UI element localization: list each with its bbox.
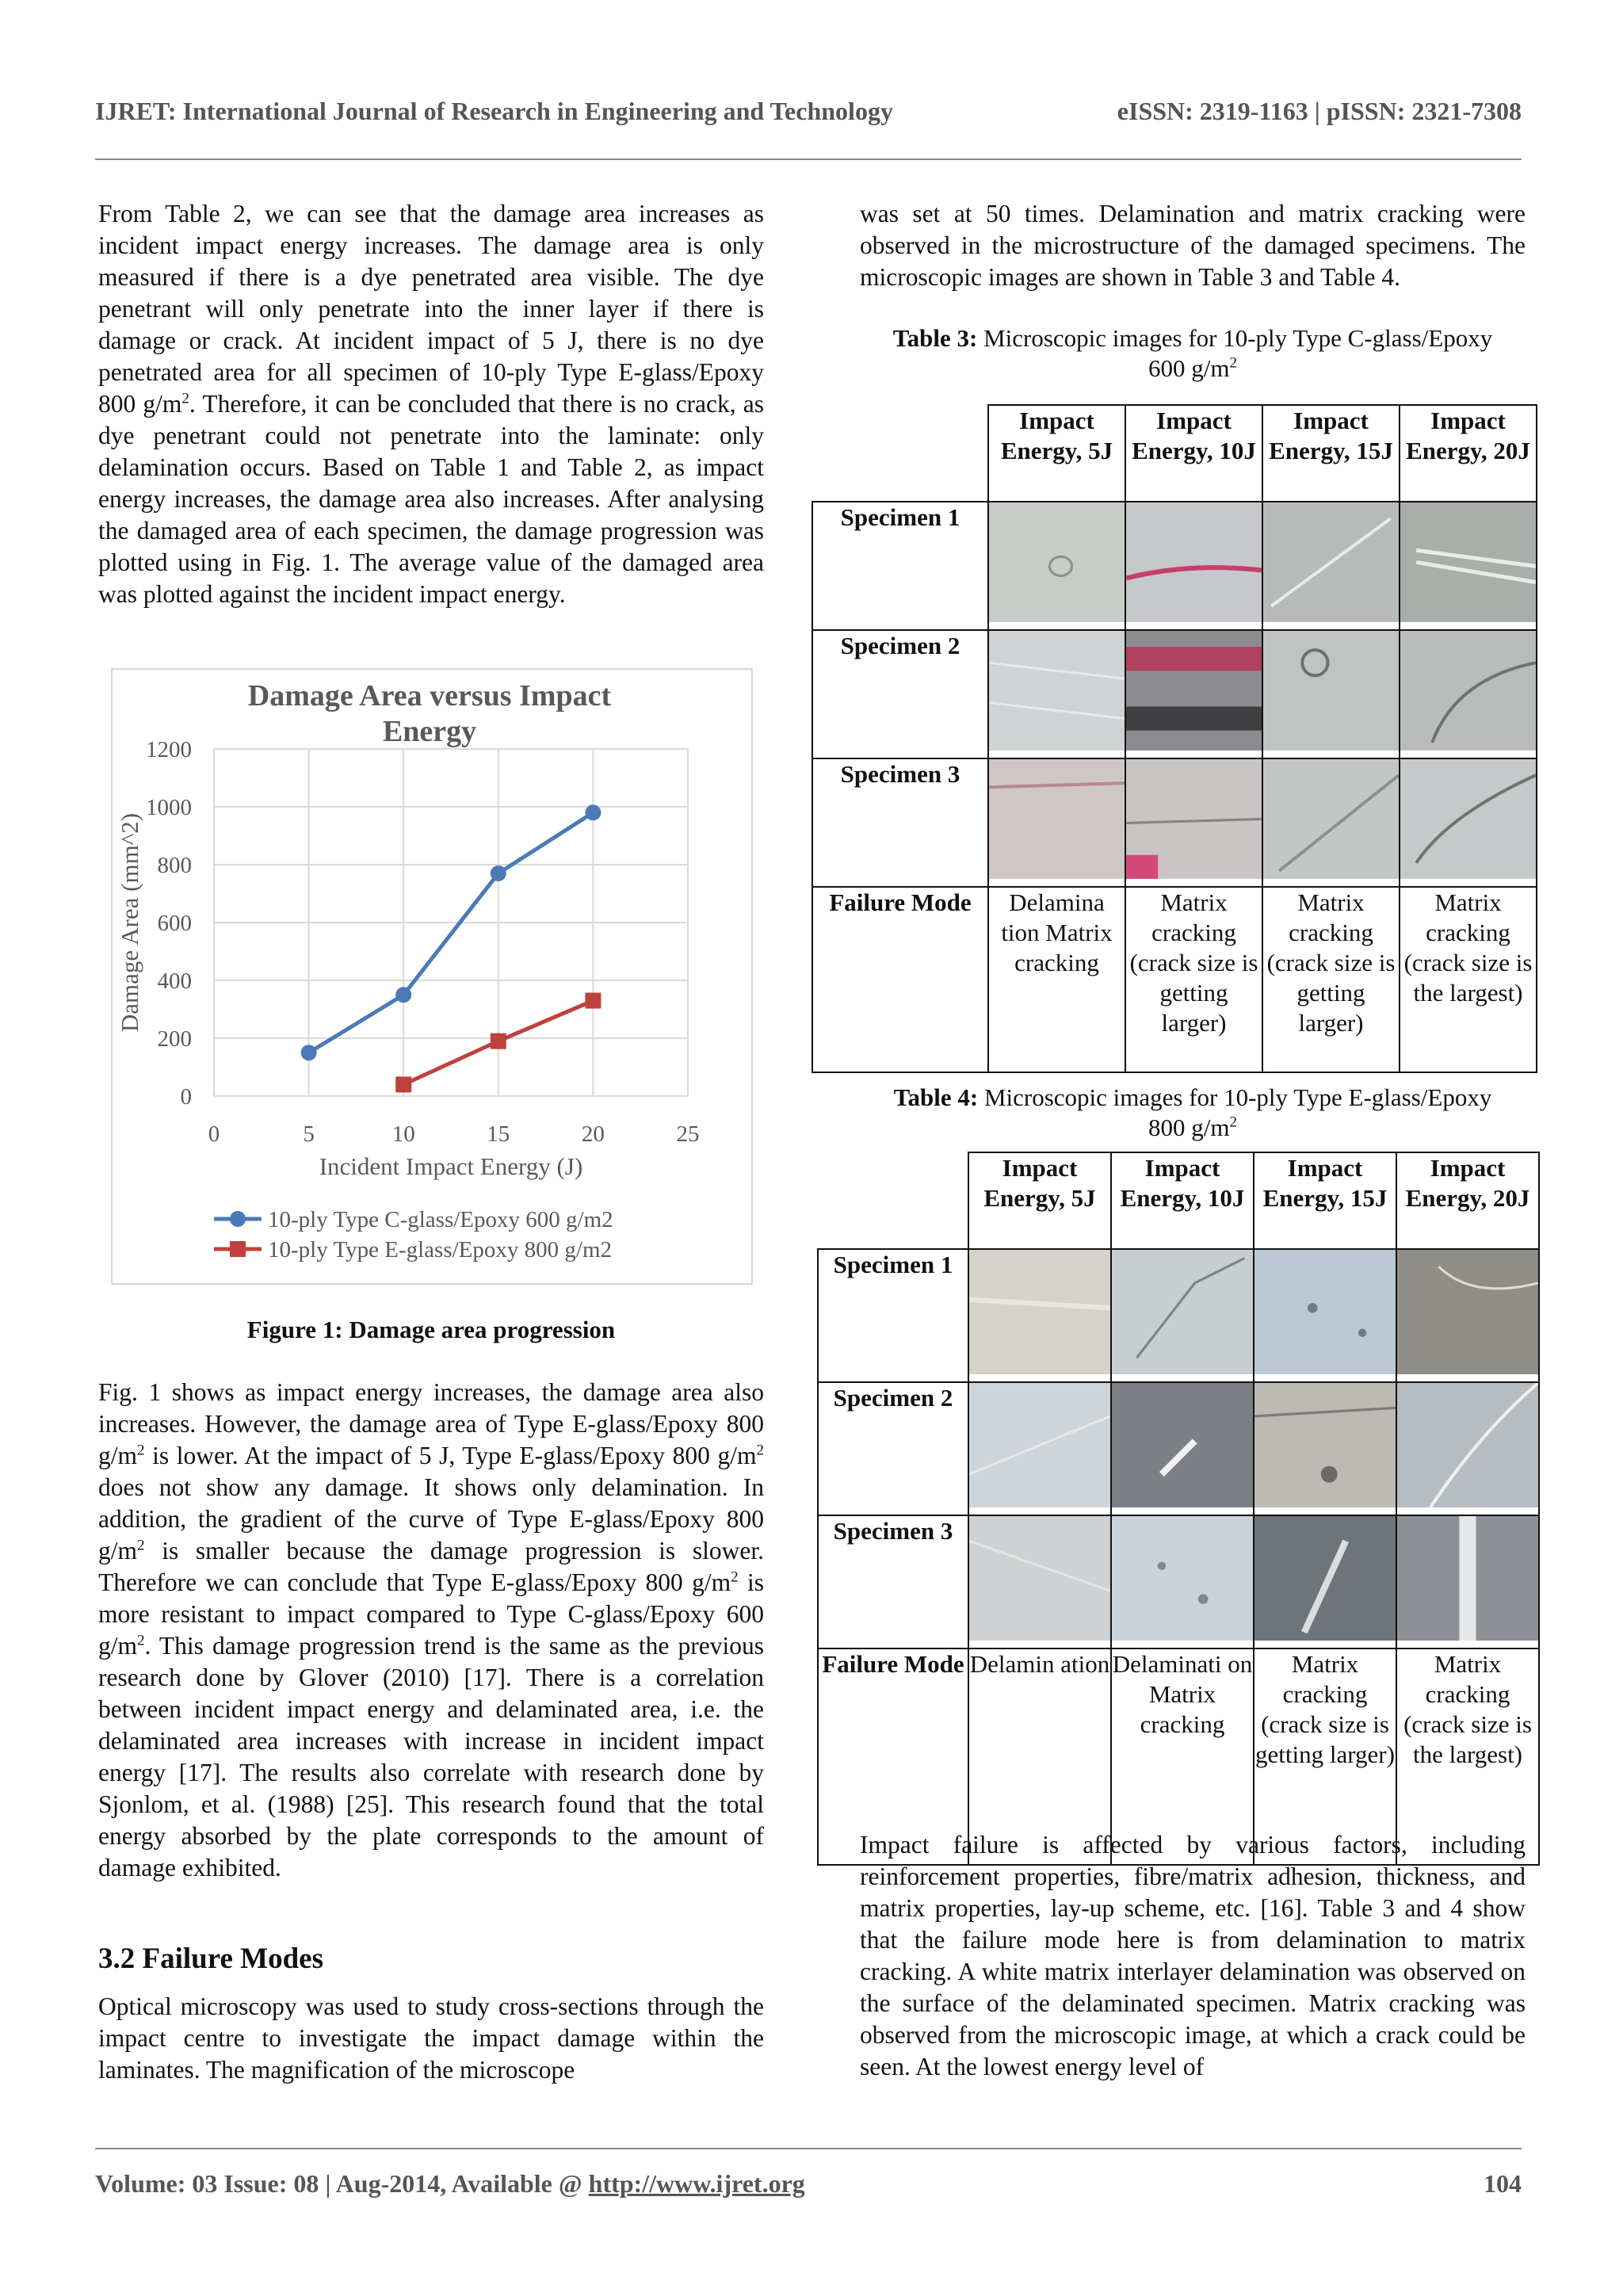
table3-row-label: Specimen 3: [812, 758, 988, 887]
table3-row-label: Failure Mode: [812, 887, 988, 1072]
table4-row-label: Specimen 2: [818, 1382, 968, 1515]
table4-corner: [818, 1152, 968, 1249]
series-line: [309, 812, 594, 1052]
failure-mode: Matrix cracking (crack size is getting larger): [1262, 887, 1400, 1072]
right-paragraph-1: was set at 50 times. Delamination and matrix cracking were observed in the microstructure of the damaged specimens. The microscopic images are shown in Table 3 and Table 4.: [860, 200, 1526, 291]
table4: [817, 1152, 1540, 1866]
figure-caption: Figure 1: Damage area progression: [246, 1316, 616, 1343]
table4-header: Impact Energy, 15J: [1254, 1152, 1396, 1249]
micro-image: [1396, 1249, 1539, 1382]
x-axis-label: Incident Impact Energy (J): [319, 1152, 583, 1180]
volume-info: Volume: 03 Issue: 08 | Aug-2014, Available @: [95, 2169, 589, 2198]
table3-corner: [812, 405, 988, 502]
chart-title-line-1: Damage Area versus Impact: [247, 679, 612, 712]
micro-image: [988, 758, 1125, 887]
data-point: [301, 1045, 317, 1060]
y-tick-label: 800: [157, 853, 192, 878]
table4-header: Impact Energy, 5J: [968, 1152, 1111, 1249]
x-tick-label: 25: [676, 1121, 700, 1147]
legend-label: 10-ply Type E-glass/Epoxy 800 g/m2: [268, 1237, 613, 1263]
micro-image: [1125, 630, 1262, 758]
table4-caption: Table 4: Microscopic images for 10-ply Type E-glass/Epoxy 800 $g/m^2$: [893, 1083, 1492, 1141]
failure-mode: Matrix cracking (crack size is getting larger): [1254, 1648, 1396, 1865]
table4-header: Impact Energy, 10J: [1111, 1152, 1254, 1249]
journal-title: IJRET: International Journal of Research in Engineering and Technology: [95, 97, 893, 125]
page-header: [95, 97, 1522, 126]
chart-svg: [113, 670, 751, 1283]
micro-image: [1400, 758, 1537, 887]
micro-image: [968, 1382, 1111, 1515]
micro-image: [988, 502, 1125, 630]
issn: eISSN: 2319-1163 | pISSN: 2321-7308: [1117, 97, 1522, 125]
x-tick-label: 0: [208, 1121, 220, 1147]
x-tick-label: 20: [581, 1121, 605, 1147]
y-axis-label: Damage Area (mm^2): [116, 812, 143, 1033]
failure-mode: Matrix cracking (crack size is the largest): [1400, 887, 1537, 1072]
journal-link[interactable]: http://www.ijret.org: [588, 2169, 805, 2198]
table3-row-label: Specimen 2: [812, 630, 988, 758]
chart-title-line-2: Energy: [382, 715, 477, 748]
failure-mode: Delamin ation: [968, 1648, 1111, 1865]
micro-image: [988, 630, 1125, 758]
y-tick-label: 600: [157, 911, 192, 936]
micro-image: [968, 1249, 1111, 1382]
table4-header: Impact Energy, 20J: [1396, 1152, 1539, 1249]
data-point: [491, 1033, 506, 1049]
damage-area-chart: [111, 668, 753, 1285]
table3: [812, 404, 1537, 1073]
failure-mode: Delaminati on Matrix cracking: [1111, 1648, 1254, 1865]
legend-marker: [230, 1211, 246, 1227]
table3-header: Impact Energy, 15J: [1262, 405, 1400, 502]
y-tick-label: 1000: [146, 795, 192, 820]
y-tick-label: 200: [157, 1026, 192, 1052]
micro-image: [1125, 502, 1262, 630]
failure-mode: Matrix cracking (crack size is the largest): [1396, 1648, 1539, 1865]
failure-mode: Delamina tion Matrix cracking: [988, 887, 1125, 1072]
micro-image: [1111, 1515, 1254, 1648]
x-tick-label: 5: [303, 1121, 315, 1147]
left-paragraph-2: Fig. 1 shows as impact energy increases, the damage area also increases. However, the damage area of Type E-glass/Epoxy 800 $g/m^2$ is lower. At the impact of 5 J, Type E-glass/Epoxy 800 $g/m^2$ does not show any damage. It shows only delamination. In addition, the gradient of the curve of Type E-glass/Epoxy 800 $g/m^2$ is smaller because the damage progression is slower. Therefore we can conclude that Type E-glass/Epoxy 800 $g/m^2$ is more resistant to impact compared to Type C-glass/Epoxy 600 $g/m^2$. This damage progression trend is the same as the previous research done by Glover (2010) [17]. There is a correlation between incident impact energy and delaminated area, i.e. the delaminated area increases with increase in incident impact energy [17]. The results also correlate with research done by Sjonlom, et al. (1988) [25]. This research found that the total energy absorbed by the plate corresponds to the amount of damage exhibited.: [98, 1378, 764, 1881]
micro-image: [1396, 1515, 1539, 1648]
micro-image: [1400, 502, 1537, 630]
micro-image: [1254, 1249, 1396, 1382]
left-paragraph-3: Optical microscopy was used to study cross-sections through the impact centre to investigate the impact damage within the laminates. The magnification of the microscope: [98, 1992, 764, 2084]
right-paragraph-2: Impact failure is affected by various factors, including reinforcement properties, fibre/matrix adhesion, thickness, and matrix properties, lay-up scheme, etc. [16]. Table 3 and 4 show that the failure mode here is from delamination to matrix cracking. A white matrix interlayer delamination was observed on the surface of the delaminated specimen. Matrix cracking was observed from the microscopic image, at which a crack could be seen. At the lowest energy level of: [860, 1831, 1526, 2080]
table3-header: Impact Energy, 5J: [988, 405, 1125, 502]
x-tick-label: 15: [487, 1121, 510, 1147]
data-point: [585, 993, 601, 1009]
page-number: 104: [1484, 2169, 1522, 2198]
data-point: [585, 804, 601, 820]
data-point: [395, 987, 411, 1003]
micro-image: [1254, 1382, 1396, 1515]
micro-image: [1125, 758, 1262, 887]
micro-image: [1254, 1515, 1396, 1648]
section-heading: 3.2 Failure Modes: [98, 1943, 323, 1975]
footer-rule: [95, 2148, 1522, 2149]
header-rule: [95, 159, 1522, 160]
table4-row-label: Specimen 3: [818, 1515, 968, 1648]
data-point: [491, 865, 506, 881]
y-tick-label: 400: [157, 968, 192, 994]
micro-image: [1111, 1249, 1254, 1382]
micro-image: [1111, 1382, 1254, 1515]
table3-row-label: Specimen 1: [812, 502, 988, 630]
micro-image: [1396, 1382, 1539, 1515]
micro-image: [1400, 630, 1537, 758]
table4-row-label: Specimen 1: [818, 1249, 968, 1382]
table3-header: Impact Energy, 20J: [1400, 405, 1537, 502]
micro-image: [1262, 630, 1400, 758]
table3-caption: Table 3: Microscopic images for 10-ply Type C-glass/Epoxy 600 $g/m^2$: [892, 324, 1493, 382]
micro-image: [1262, 758, 1400, 887]
y-tick-label: 0: [180, 1084, 192, 1110]
page-footer: [95, 2169, 1522, 2199]
x-tick-label: 10: [391, 1121, 415, 1147]
table4-row-label: Failure Mode: [818, 1648, 968, 1865]
failure-mode: Matrix cracking (crack size is getting larger): [1125, 887, 1262, 1072]
legend-marker: [230, 1241, 246, 1257]
data-point: [395, 1076, 411, 1092]
legend-label: 10-ply Type C-glass/Epoxy 600 g/m2: [268, 1207, 613, 1232]
y-tick-label: 1200: [146, 737, 192, 762]
micro-image: [968, 1515, 1111, 1648]
left-paragraph-1: From Table 2, we can see that the damage area increases as incident impact energy increases. The damage area is only measured if there is a dye penetrated area visible. The dye penetrant will only penetrate into the inner layer if there is damage or crack. At incident impact of 5 J, there is no dye penetrated area for all specimen of 10-ply Type E-glass/Epoxy 800 $g/m^2$. Therefore, it can be concluded that there is no crack, as dye penetrant could not penetrate into the laminate: only delamination occurs. Based on Table 1 and Table 2, as impact energy increases, the damage area also increases. After analysing the damaged area of each specimen, the damage progression was plotted using in Fig. 1. The average value of the damaged area was plotted against the incident impact energy.: [98, 200, 764, 608]
table3-header: Impact Energy, 10J: [1125, 405, 1262, 502]
micro-image: [1262, 502, 1400, 630]
